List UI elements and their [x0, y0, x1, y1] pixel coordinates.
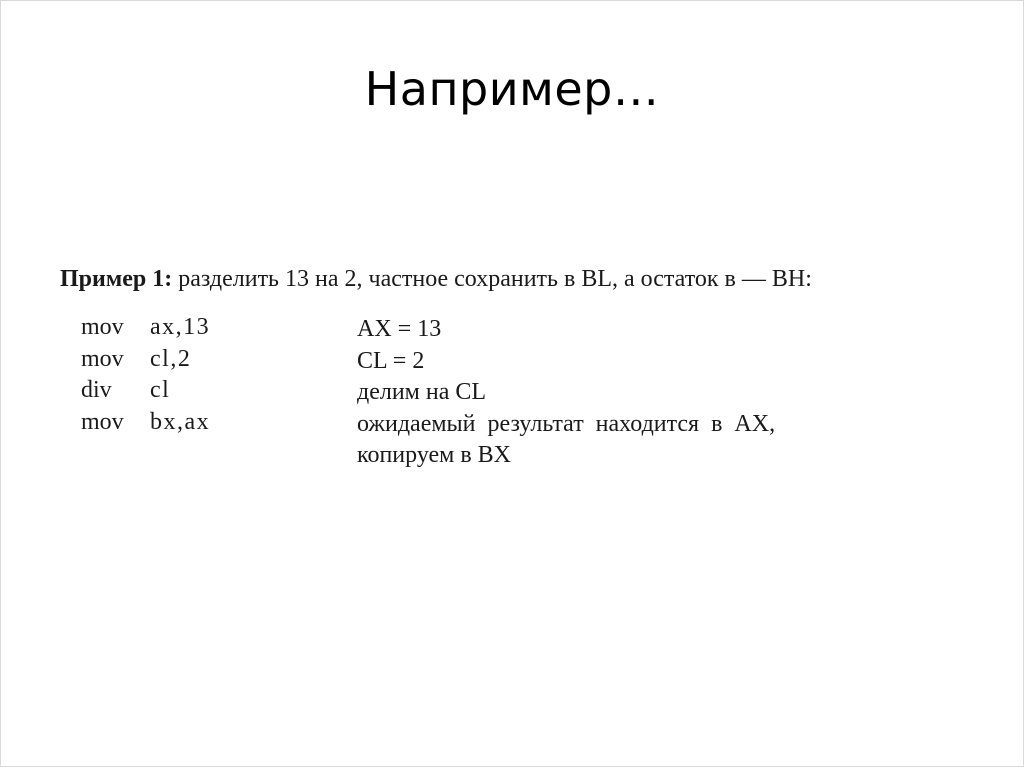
slide-title: Например… — [364, 62, 660, 116]
comment-block — [357, 314, 775, 472]
code-operands: bx,ax — [150, 408, 211, 435]
comment-line: копируем в BX — [357, 442, 512, 468]
code-line — [81, 375, 210, 407]
code-line — [81, 312, 210, 344]
comment-line: CL = 2 — [357, 347, 425, 374]
code-opcode: div — [81, 377, 112, 403]
example-task: разделить 13 на 2, частное сохранить в BL, а остаток в — BH: — [172, 266, 812, 292]
code-opcode: mov — [81, 345, 124, 372]
code-opcode: mov — [81, 408, 124, 435]
example-heading — [60, 266, 812, 293]
comment-line: делим на CL — [357, 379, 487, 405]
code-line — [81, 344, 210, 376]
example-label: Пример 1: — [60, 266, 173, 292]
code-line — [81, 407, 210, 439]
code-operands: cl,2 — [150, 345, 192, 372]
code-operands: ax,13 — [150, 314, 211, 340]
code-operands: cl — [150, 377, 171, 403]
comment-line: AX = 13 — [357, 316, 442, 342]
comment-line: ожидаемый результат находится в AX, — [357, 410, 776, 437]
code-block — [81, 312, 210, 438]
code-opcode: mov — [81, 314, 124, 340]
